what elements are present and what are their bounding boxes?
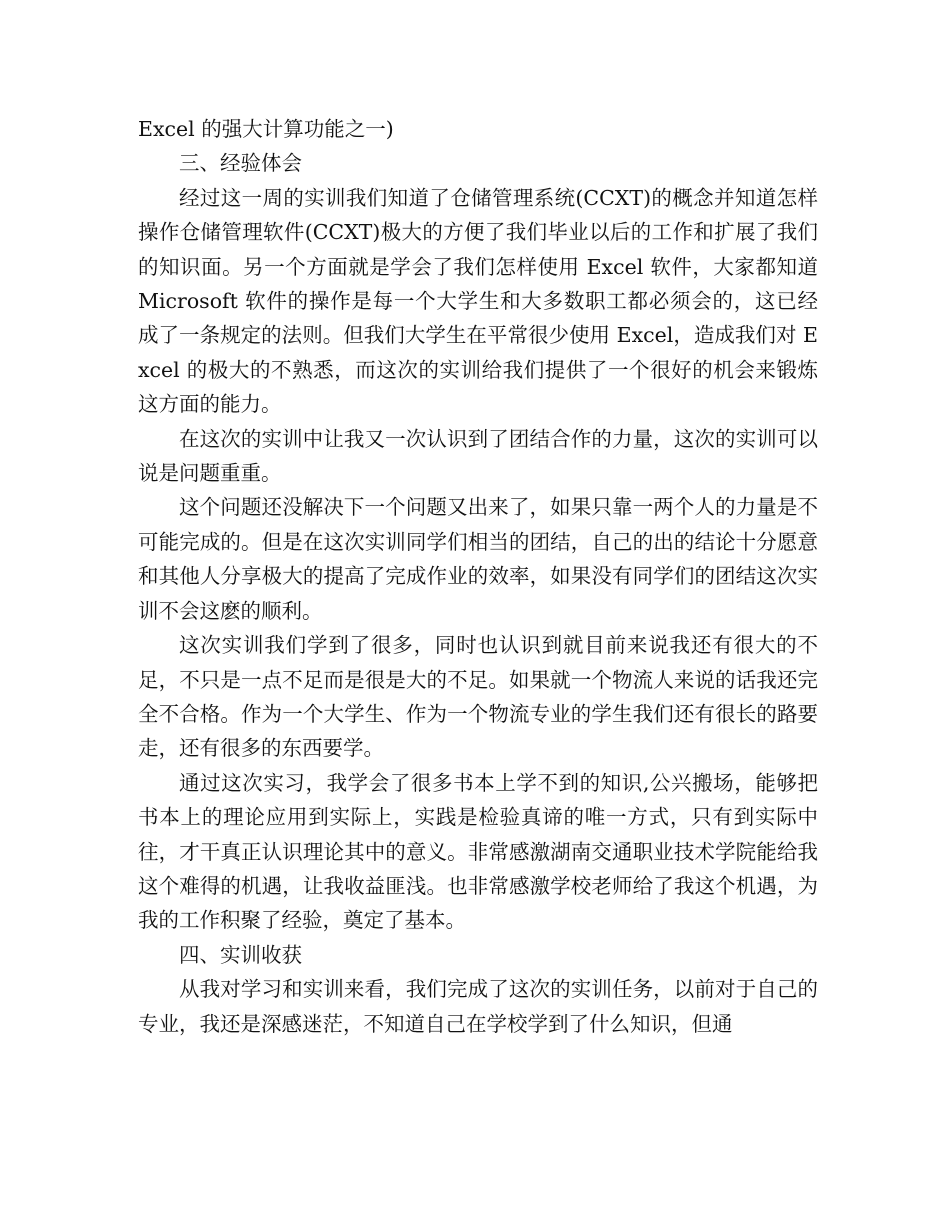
paragraph: 通过这次实习，我学会了很多书本上学不到的知识,公兴搬场，能够把书本上的理论应用到实际上，实践是检验真谛的唯一方式，只有到实际中往，才干真正认识理论其中的意义。非常感激湖南交通职业技术学院能给我这个难得的机遇，让我收益匪浅。也非常感激学校老师给了我这个机遇，为我的工作积聚了经验，奠定了基本。 [138,770,818,933]
paragraph: 经过这一周的实训我们知道了仓储管理系统(CCXT)的概念并知道怎样操作仓储管理软件(CCXT)极大的方便了我们毕业以后的工作和扩展了我们的知识面。另一个方面就是学会了我们怎样使用 Excel 软件，大家都知道 Microsoft 软件的操作是每一个大学生和大多数职工都必须会的，这已经成了一条规定的法则。但我们大学生在平常很少使用 Excel，造成我们对 Excel 的极大的不熟悉，而这次的实训给我们提供了一个很好的机会来锻炼这方面的能力。 [138,185,818,417]
paragraph: 这个问题还没解决下一个问题又出来了，如果只靠一两个人的力量是不可能完成的。但是在这次实训同学们相当的团结，自己的出的结论十分愿意和其他人分享极大的提高了完成作业的效率，如果没有同学们的团结这次实训不会这麽的顺利。 [138,495,818,623]
paragraph: 这次实训我们学到了很多，同时也认识到就目前来说我还有很大的不足，不只是一点不足而是很是大的不足。如果就一个物流人来说的话我还完全不合格。作为一个大学生、作为一个物流专业的学生我们还有很长的路要走，还有很多的东西要学。 [138,633,818,761]
paragraph: 在这次的实训中让我又一次认识到了团结合作的力量，这次的实训可以说是问题重重。 [138,426,818,486]
paragraph: 从我对学习和实训来看，我们完成了这次的实训任务，以前对于自己的专业，我还是深感迷茫，不知道自己在学校学到了什么知识，但通 [138,977,818,1036]
document-body [138,112,818,1041]
section-heading-gains: 四、实训收获 [179,942,302,967]
section-heading-experience: 三、经验体会 [179,151,302,176]
paragraph-continuation: Excel 的强大计算功能之一) [138,117,394,141]
